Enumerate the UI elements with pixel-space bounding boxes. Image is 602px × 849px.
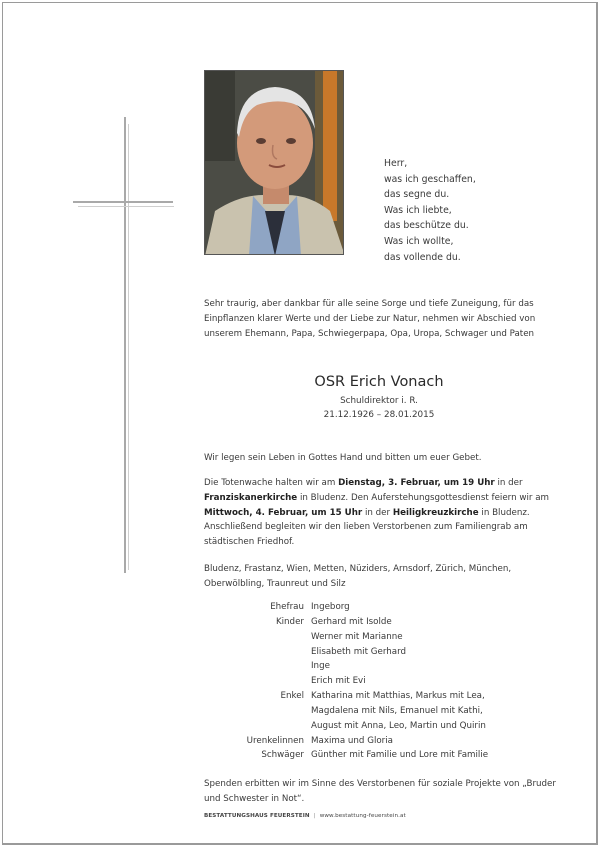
deceased-dates: 21.12.1926 – 28.01.2015 [323, 410, 435, 420]
family-names [311, 734, 556, 749]
funeral-church: Heiligkreuzkirche [392, 507, 479, 518]
family-names [311, 748, 556, 763]
service-text: in der [362, 507, 393, 518]
cross-vertical-shadow [128, 124, 129, 570]
footer-brand: BESTATTUNGSHAUS FEUERSTEIN [204, 813, 310, 819]
verse-line: das vollende du. [384, 251, 461, 263]
family-row [204, 689, 556, 734]
verse-line: das segne du. [384, 189, 450, 201]
family-row [204, 615, 556, 689]
family-name: Inge [311, 661, 330, 672]
places-text: Bludenz, Frastanz, Wien, Metten, Nüziders, Arnsdorf, Zürich, München, Oberwölbling, Traunreut und Silz [204, 564, 512, 589]
family-name: Katharina mit Matthias, Markus mit Lea, [311, 691, 485, 702]
verse-line: was ich geschaffen, [384, 173, 476, 185]
footer-separator: | [313, 813, 316, 819]
family-role: Enkel [280, 691, 304, 702]
verse-line: das beschütze du. [384, 220, 469, 232]
service-text: in der [494, 478, 523, 488]
verse [384, 156, 476, 265]
verse-line: Was ich wollte, [384, 235, 454, 247]
cross-vertical-bar [124, 117, 126, 573]
service-paragraph [204, 476, 556, 550]
service-text: in Bludenz. Anschließend begleiten wir den lieben Verstorbenen zum Familiengrab am städtischen Friedhof. [204, 507, 530, 548]
portrait-photo [204, 70, 344, 255]
family-names [311, 689, 556, 734]
service-text: Die Totenwache halten wir am [204, 478, 339, 488]
family-name: Maxima und Gloria [311, 735, 393, 746]
family-list [204, 600, 556, 763]
intro-paragraph: Sehr traurig, aber dankbar für alle seine Sorge und tiefe Zuneigung, für das Einpflanzen klarer Werte und der Liebe zur Natur, nehmen wir Abschied von unserem Ehemann, Papa, Schwiegerpapa, Opa, Uropa, Schwager und Paten [204, 299, 536, 339]
family-name: Magdalena mit Nils, Emanuel mit Kathi, [311, 705, 483, 716]
family-row [204, 600, 556, 615]
footer [204, 813, 406, 819]
service-text: in Bludenz. Den Auferstehungsgottesdienst feiern wir am [297, 492, 549, 503]
donation-text: Spenden erbitten wir im Sinne des Verstorbenen für soziale Projekte von „Bruder und Schwester in Not“. [204, 779, 556, 804]
family-name: Werner mit Marianne [311, 631, 403, 642]
family-name: Günther mit Familie und Lore mit Familie [311, 750, 489, 761]
deceased-title: Schuldirektor i. R. [340, 396, 418, 406]
family-row [204, 734, 556, 749]
family-role: Urenkelinnen [246, 735, 304, 746]
funeral-date: Mittwoch, 4. Februar, um 15 Uhr [204, 507, 363, 518]
family-name: Erich mit Evi [311, 676, 366, 687]
cross-horizontal-bar [73, 201, 173, 203]
wake-church: Franziskanerkirche [204, 492, 298, 503]
family-name: Gerhard mit Isolde [311, 616, 392, 627]
family-name: August mit Anna, Leo, Martin und Quirin [311, 720, 486, 731]
family-name: Elisabeth mit Gerhard [311, 646, 407, 657]
footer-website-link[interactable]: www.bestattung-feuerstein.at [319, 813, 406, 819]
cross-horizontal-shadow [78, 206, 174, 207]
family-role: Schwäger [261, 750, 304, 761]
verse-line: Herr, [384, 158, 408, 169]
family-role: Ehefrau [270, 602, 304, 612]
family-names [311, 615, 556, 689]
family-row [204, 748, 556, 763]
family-role: Kinder [275, 616, 304, 627]
family-names [311, 600, 556, 615]
verse-line: Was ich liebte, [384, 204, 452, 216]
wake-date: Dienstag, 3. Februar, um 19 Uhr [338, 478, 495, 488]
deceased-name: OSR Erich Vonach [314, 374, 444, 390]
prayer-text: Wir legen sein Leben in Gottes Hand und bitten um euer Gebet. [204, 453, 482, 463]
family-name: Ingeborg [311, 602, 350, 612]
